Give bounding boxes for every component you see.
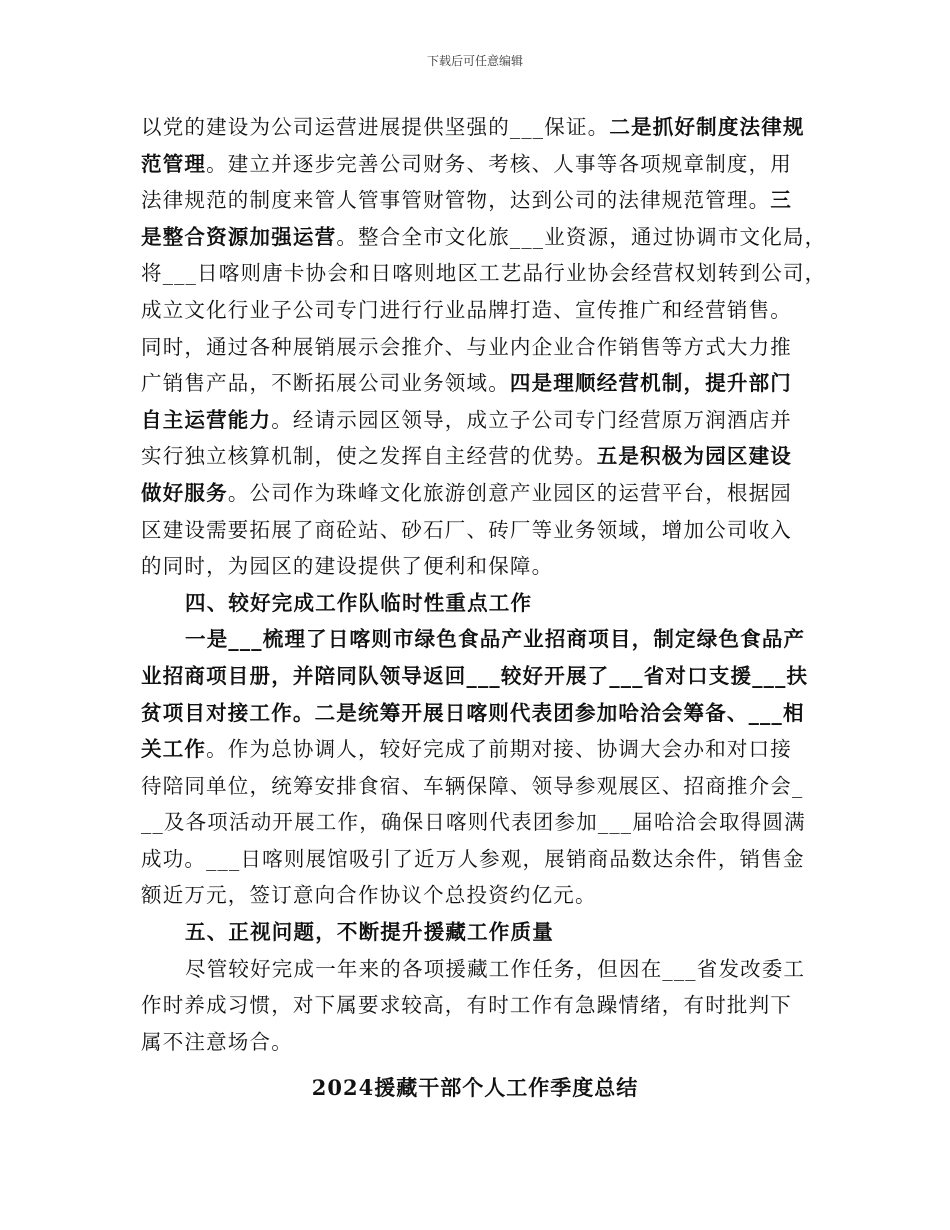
text-line — [141, 512, 811, 549]
bold-text-run: 做好服务 — [141, 480, 228, 505]
bold-text-run: 贫项目对接工作。二是统筹开展日喀则代表团参加哈洽会筹备、___相 — [141, 700, 805, 725]
bold-text-run: 业招商项目册，并陪同队领导返回___较好开展了___省对口支援___扶 — [141, 663, 809, 688]
bold-text-run: 五、正视问题，不断提升援藏工作质量 — [185, 920, 554, 945]
text-run: 实行独立核算机制，使之发挥自主经营的优势。 — [141, 444, 597, 469]
text-run: 。经请示园区领导，成立子公司专门经营原万润酒店并 — [271, 407, 793, 432]
text-line — [141, 585, 811, 622]
text-run: 。公司作为珠峰文化旅游创意产业园区的运营平台，根据园 — [227, 480, 793, 505]
text-run: 作时养成习惯，对下属要求较高，有时工作有急躁情绪，有时批判下 — [141, 993, 792, 1018]
text-line — [141, 475, 811, 512]
text-line — [141, 219, 827, 256]
text-line — [141, 731, 811, 768]
text-line — [141, 987, 811, 1024]
bold-text-run: 范管理 — [141, 151, 207, 176]
text-line — [141, 146, 811, 183]
text-line — [141, 255, 827, 292]
bold-text-run: 是整合资源加强运营 — [141, 224, 337, 249]
text-line — [141, 109, 811, 146]
text-line — [141, 548, 811, 585]
text-run: 以党的建设为公司运营进展提供坚强的___保证。 — [141, 115, 610, 139]
text-run: 广销售产品，不断拓展公司业务领域。 — [141, 371, 510, 396]
text-run: 额近万元，签订意向合作协议个总投资约亿元。 — [141, 883, 597, 908]
text-line — [141, 951, 811, 988]
text-line — [141, 658, 811, 695]
text-run: 同时，通过各种展销展示会推介、与业内企业合作销售等方式大力推 — [141, 334, 792, 359]
text-run: 区建设需要拓展了商砼站、砂石厂、砖厂等业务领域，增加公司收入 — [141, 517, 792, 542]
text-run: 成立文化行业子公司专门进行行业品牌打造、宣传推广和经营销售。 — [141, 297, 792, 322]
text-run: 待陪同单位，统筹安排食宿、车辆保障、领导参观展区、招商推介会_ — [141, 773, 804, 798]
bold-text-run: 四、较好完成工作队临时性重点工作 — [185, 590, 533, 615]
document-title: 2024援藏干部个人工作季度总结 — [311, 1075, 639, 1100]
bold-text-run: 四是理顺经营机制，提升部门 — [509, 371, 793, 396]
text-line — [141, 365, 811, 402]
text-line — [141, 182, 811, 219]
text-run: __及各项活动开展工作，确保日喀则代表团参加___届哈洽会取得圆满 — [141, 810, 806, 835]
text-line — [141, 292, 811, 329]
text-run: 。整合全市文化旅___业资源，通过协调市文化局， — [336, 224, 827, 249]
text-line — [141, 768, 811, 805]
bold-text-run: 二是抓好制度法律规 — [609, 115, 805, 139]
bold-text-run: 三 — [770, 188, 793, 213]
text-line — [141, 329, 811, 366]
text-run: 成功。___日喀则展馆吸引了近万人参观，展销商品数达余件，销售金 — [141, 846, 805, 871]
text-line — [141, 841, 811, 878]
text-line — [141, 804, 811, 841]
text-line — [141, 914, 811, 951]
text-run: 。作为总协调人，较好完成了前期对接、协调大会办和对口接 — [206, 737, 793, 762]
text-run: 。建立并逐步完善公司财务、考核、人事等各项规章制度，用 — [206, 151, 793, 176]
text-line — [141, 438, 811, 475]
text-line — [141, 695, 811, 732]
text-line — [141, 621, 811, 658]
bold-text-run: 一是___梳理了日喀则市绿色食品产业招商项目，制定绿色食品产 — [185, 627, 806, 652]
text-run: 法律规范的制度来管人管事管财管物，达到公司的法律规范管理。 — [141, 188, 771, 213]
page-header: 下载后可任意编辑 — [426, 54, 523, 68]
text-line — [141, 402, 811, 439]
text-run: 属不注意场合。 — [141, 1029, 293, 1054]
bold-text-run: 五是积极为园区建设 — [596, 444, 793, 469]
text-line — [141, 1024, 811, 1061]
body-text — [141, 109, 827, 1060]
text-run: 的同时，为园区的建设提供了便利和保障。 — [141, 554, 554, 579]
bold-text-run: 自主运营能力 — [141, 407, 272, 432]
text-run: 将___日喀则唐卡协会和日喀则地区工艺品行业协会经营权划转到公司， — [141, 261, 827, 286]
text-line — [141, 877, 811, 914]
bold-text-run: 关工作 — [141, 737, 207, 762]
text-run: 尽管较好完成一年来的各项援藏工作任务，但因在___省发改委工 — [185, 956, 806, 981]
